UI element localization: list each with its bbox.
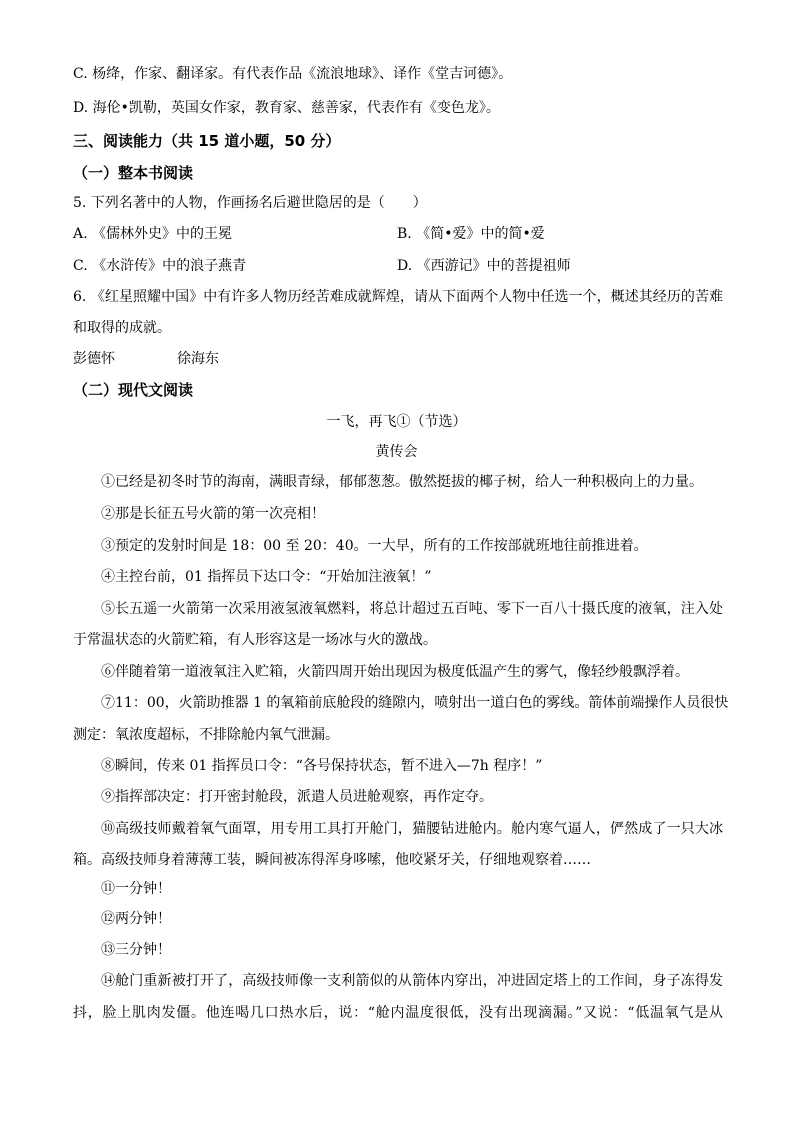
article-line: ⑦11：00，火箭助推器 1 的氧箱前底舱段的缝隙内，喷射出一道白色的雾线。箭体前端操作人员很快 xyxy=(101,695,729,711)
article-line: ②那是长征五号火箭的第一次亮相！ xyxy=(101,506,325,522)
article-author: 黄传会 xyxy=(375,444,418,460)
part2-title: （二）现代文阅读 xyxy=(73,381,194,399)
article-line: ⑭舱门重新被打开了，高级技师像一支利箭似的从箭体内穿出，冲进固定塔上的工作间，身子冻得发 xyxy=(101,973,723,989)
q5-option-b: B. 《简•爱》中的简•爱 xyxy=(397,226,545,242)
article-line: ⑬三分钟！ xyxy=(101,942,171,958)
article-line: ⑤长五遥一火箭第一次采用液氢液氧燃料，将总计超过五百吨、零下一百八十摄氏度的液氧，注入处 xyxy=(101,601,723,617)
q5-option-a: A. 《儒林外史》中的王冕 xyxy=(73,226,233,242)
article-line: ⑧瞬间，传来 01 指挥员口令：“各号保持状态，暂不进入—7h 程序！” xyxy=(101,758,543,774)
article-line: ⑪一分钟！ xyxy=(101,881,171,897)
article-title: 一飞，再飞①（节选） xyxy=(326,414,467,430)
q5-option-c: C. 《水浒传》中的浪子燕青 xyxy=(73,258,247,274)
option-c-prev: C. 杨绛，作家、翻译家。有代表作品《流浪地球》、译作《堂吉诃德》。 xyxy=(73,66,513,82)
q6-person-2: 徐海东 xyxy=(177,351,219,367)
article-line: 抖，脸上肌肉发僵。他连喝几口热水后，说：“舱内温度很低，没有出现滴漏。”又说：“低温氧气是从 xyxy=(73,1005,723,1021)
article-line: 于常温状态的火箭贮箱，有人形容这是一场冰与火的激战。 xyxy=(73,632,437,648)
article-line: ③预定的发射时间是 18：00 至 20：40。一大早，所有的工作按部就班地往前推进着。 xyxy=(101,538,648,554)
section-title: 三、阅读能力（共 15 道小题，50 分） xyxy=(73,132,341,150)
q6-person-1: 彭德怀 xyxy=(73,351,115,367)
article-line: 测定：氧浓度超标，不排除舱内氧气泄漏。 xyxy=(73,727,339,743)
q5-stem: 5. 下列名著中的人物，作画扬名后避世隐居的是（ ） xyxy=(73,195,427,211)
article-line: ④主控台前，01 指挥员下达口令：“开始加注液氧！” xyxy=(101,569,432,585)
article-line: ⑫两分钟！ xyxy=(101,911,171,927)
part1-title: （一）整本书阅读 xyxy=(73,164,194,182)
article-line: 箱。高级技师身着薄薄工装，瞬间被冻得浑身哆嗦，他咬紧牙关，仔细地观察着…… xyxy=(73,852,591,868)
q6-line-2: 和取得的成就。 xyxy=(73,320,171,336)
article-line: ①已经是初冬时节的海南，满眼青绿，郁郁葱葱。傲然挺拔的椰子树，给人一种积极向上的力量。 xyxy=(101,474,703,490)
q5-option-d: D. 《西游记》中的菩提祖师 xyxy=(397,258,571,274)
article-line: ⑥伴随着第一道液氧注入贮箱，火箭四周开始出现因为极度低温产生的雾气，像轻纱般飘浮着。 xyxy=(101,664,689,680)
q6-line-1: 6. 《红星照耀中国》中有许多人物历经苦难成就辉煌，请从下面两个人物中任选一个，概述其经历的苦难 xyxy=(73,289,723,305)
article-line: ⑩高级技师戴着氧气面罩，用专用工具打开舱门，猫腰钻进舱内。舱内寒气逼人，俨然成了一只大冰 xyxy=(101,821,723,837)
article-line: ⑨指挥部决定：打开密封舱段，派遣人员进舱观察，再作定夺。 xyxy=(101,789,493,805)
option-d-prev: D. 海伦•凯勒，英国女作家，教育家、慈善家，代表作有《变色龙》。 xyxy=(73,100,500,116)
